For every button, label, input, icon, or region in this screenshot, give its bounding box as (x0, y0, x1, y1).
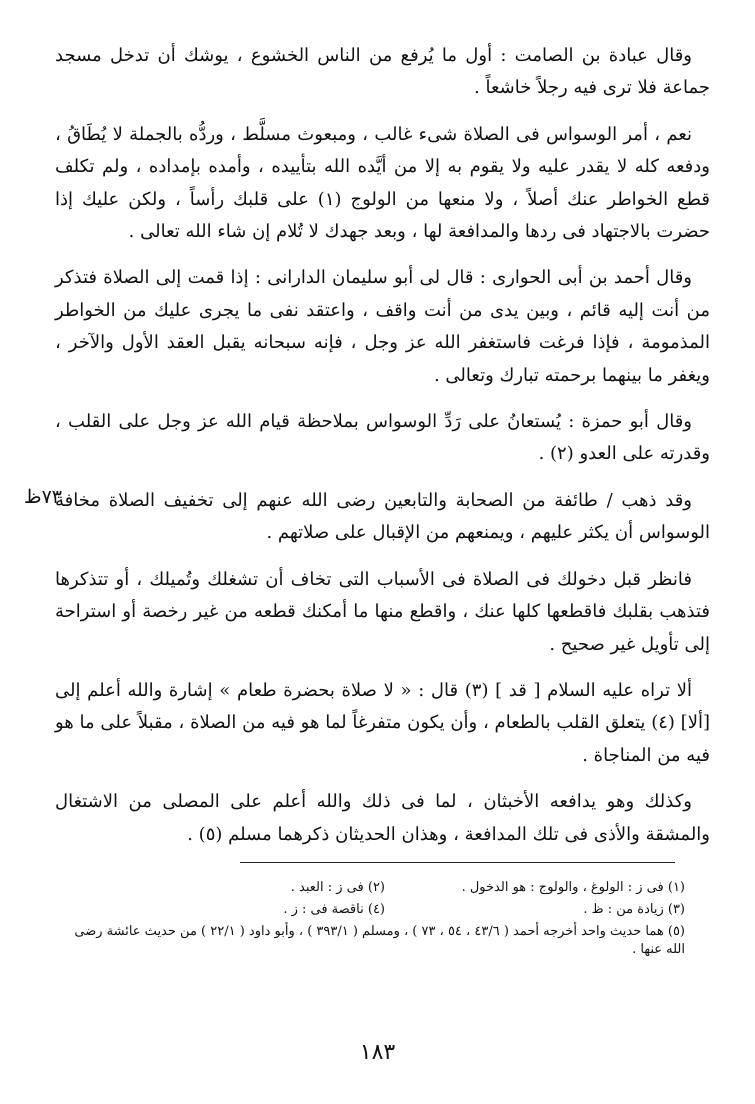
paragraph-5: وقد ذهب / طائفة من الصحابة والتابعين رضى الله عنهم إلى تخفيف الصلاة مخافة الوسواس أن يكثر عليهم ، ويمنعهم من الإقبال على صلاتهم . (55, 489, 710, 544)
footnote-4: (٤) ناقصة فى : ز . (283, 902, 385, 917)
footnote-5: (٥) هما حديث واحد أخرجه أحمد ( ٤٣/٦ ، ٥٤ ، ٧٣ ) ، ومسلم ( ٣٩٣/١ ) ، وأبو داود ( ٢٢/١ ) من حديث عائشة رضى الله عنها . (74, 924, 685, 957)
footnote-2: (٢) فى ز : العبد . (290, 880, 385, 895)
paragraph-2: نعم ، أمر الوسواس فى الصلاة شىء غالب ، ومبعوث مسلَّط ، وردُّه بالجملة لا يُطَاقُ ، ودفعه كله لا يقدر عليه ولا يقوم به إلا من أيَّده الله بتأييده ، وأمده بإمداده ، ولم تكلف قطع الخواطر عنك أصلاً ، ولا منعها من الولوج (١) على قلبك رأساً ، ولكن عليك إذا حضرت بالاجتهاد فى ردها والمدافعة لها ، وبعد جهدك لا تُلام إن شاء الله تعالى . (55, 123, 710, 243)
manuscript-folio-note: ٧٣ظ (24, 486, 62, 508)
paragraph-6: فانظر قبل دخولك فى الصلاة فى الأسباب التى تخاف أن تشغلك وتُميلك ، أو تتذكرها فتذهب بقلبك فاقطعها كلها عنك ، واقطع منها ما أمكنك قطعه من غير رخصة أو استراحة إلى تأويل غير صحيح . (55, 568, 710, 655)
paragraph-7: ألا تراه عليه السلام [ قد ] (٣) قال : « لا صلاة بحضرة طعام » إشارة والله أعلم إلى [ألا] (٤) يتعلق القلب بالطعام ، وأن يكون متفرغاً لما هو فيه من الصلاة ، مقبلاً على ما هو فيه من المناجاة . (55, 679, 710, 766)
page-number: ١٨٣ (359, 1040, 396, 1065)
footnote-1: (١) فى ز : الولوغ ، والولوج : هو الدخول . (461, 880, 685, 895)
footnote-3: (٣) زيادة من : ظ . (583, 902, 685, 917)
main-text (55, 40, 710, 851)
paragraph-4: وقال أبو حمزة : يُستعانُ على رَدِّ الوسواس بملاحظة قيام الله عز وجل على القلب ، وقدرته على العدو (٢) . (55, 411, 710, 465)
paragraph-1: وقال عبادة بن الصامت : أول ما يُرفع من الناس الخشوع ، يوشك أن تدخل مسجد جماعة فلا ترى فيه رجلاً خاشعاً . (55, 45, 710, 99)
footnotes (60, 877, 685, 961)
footnote-divider (240, 862, 675, 863)
paragraph-3: وقال أحمد بن أبى الحوارى : قال لى أبو سليمان الدارانى : إذا قمت إلى الصلاة فتذكر من أنت إليه قائم ، وبين يدى من أنت واقف ، واعتقد نفى ما يجرى عليك من الخواطر المذمومة ، فإذا فرغت فاستغفر الله عز وجل ، فإنه سبحانه يقبل العقد الأول والآخر ، ويغفر ما بينهما برحمته تبارك وتعالى . (55, 267, 710, 386)
paragraph-8: وكذلك وهو يدافعه الأخبثان ، لما فى ذلك والله أعلم على المصلى من الاشتغال والمشقة والأذى فى تلك المدافعة ، وهذان الحديثان ذكرهما مسلم (٥) . (55, 791, 710, 845)
